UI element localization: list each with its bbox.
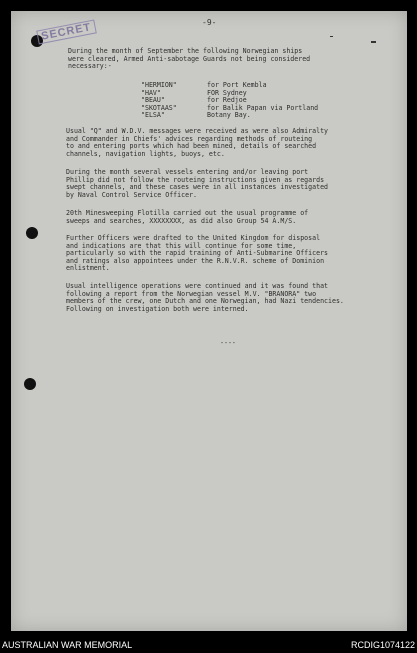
ink-mark [330, 36, 333, 37]
page-number: -9- [202, 18, 217, 27]
paragraph-officers: Further Officers were drafted to the United Kingdom for disposal and indications are that this will continue for some time, particularly so with the rapid training of Anti-Submarine Officers and ratings also appointees under the R.N.V.R. scheme of Dominion enlistment. [66, 234, 329, 273]
ship-name: "HAV" [141, 88, 161, 97]
ship-list [141, 82, 318, 120]
ship-destination: for Balik Papan via Portland [207, 103, 319, 112]
ship-destination: FOR Sydney [207, 88, 247, 97]
ship-name: "BEAU" [141, 96, 165, 105]
ship-name: "HERMION" [141, 81, 177, 89]
paragraph-minesweeping: 20th Minesweeping Flotilla carried out the usual programme of sweeps and searches, XXXXXXXX, as did also Group 54 A.M/S. [66, 209, 309, 225]
footer-credit: AUSTRALIAN WAR MEMORIAL [2, 640, 133, 650]
footer-id: RCDIG1074122 [350, 640, 415, 650]
ship-destination: for Redjoe [207, 96, 247, 105]
intro-paragraph: During the month of September the following Norwegian ships were cleared, Armed Anti-sabotage Guards not being considered necessary:- [68, 47, 311, 71]
ship-name: "SKOTAAS" [141, 103, 177, 112]
ink-mark [371, 41, 376, 43]
paragraph-messages: Usual "Q" and W.D.V. messages were received as were also Admiralty and Commander in Chiefs' advices regarding methods of routeing to and entering ports which had been mined, details of searched channels, navigation lights, buoys, etc. [66, 127, 329, 158]
paragraph-routeing: During the month several vessels entering and/or leaving port Phillip did not follow the routeing instructions given as regards swept channels, and these cases were in all instances investigated by Naval Control Service Officer. [66, 168, 329, 199]
footer-bar [0, 635, 417, 653]
ship-row [141, 112, 318, 120]
ship-name: "ELSA" [141, 111, 165, 120]
ship-destination: Botany Bay. [207, 111, 251, 120]
punch-hole [26, 227, 38, 239]
ship-destination: for Port Kembla [207, 81, 267, 89]
paragraph-intelligence: Usual intelligence operations were continued and it was found that following a report from the Norwegian vessel M.V. "BRANORA" two members of the crew, one Dutch and one Norwegian, had Nazi tendencies. Following on investigation both were interned. [66, 282, 344, 313]
secret-stamp: SECRET [36, 20, 96, 45]
punch-hole [24, 378, 36, 390]
separator: ---- [220, 339, 236, 347]
